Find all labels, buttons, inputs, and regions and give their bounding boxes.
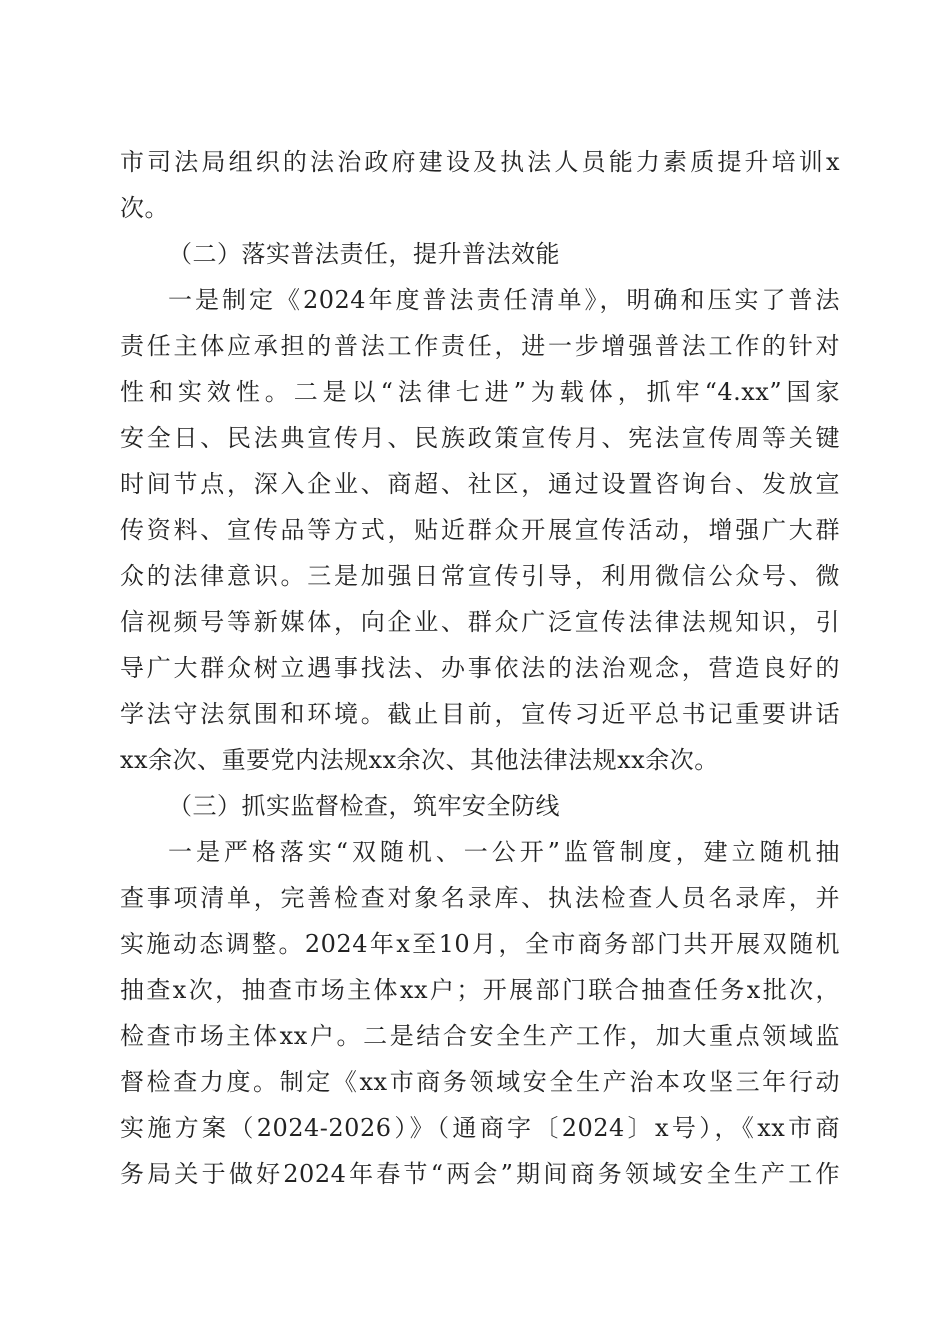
body-text-line: 性和实效性。二是以“法律七进”为载体，抓牢“4.xx”国家 [120,378,840,406]
body-text-line: 检查市场主体xx户。二是结合安全生产工作，加大重点领域监 [120,1022,840,1050]
body-text-line: 次。 [120,194,169,222]
section-heading: （三）抓实监督检查，筑牢安全防线 [168,792,560,820]
body-text-line: 督检查力度。制定《xx市商务领域安全生产治本攻坚三年行动 [120,1068,840,1096]
body-text-line: 实施方案（2024-2026）》（通商字〔2024〕x号），《xx市商 [120,1114,840,1142]
paragraph-first-line: 一是严格落实“双随机、一公开”监管制度，建立随机抽 [168,838,840,866]
section-heading: （二）落实普法责任，提升普法效能 [168,240,560,268]
body-text-line: 学法守法氛围和环境。截止目前，宣传习近平总书记重要讲话 [120,700,840,728]
body-text-line: 务局关于做好2024年春节“两会”期间商务领域安全生产工作 [120,1160,840,1188]
body-text-line: 抽查x次，抽查市场主体xx户；开展部门联合抽查任务x批次， [120,976,840,1004]
body-text-line: 时间节点，深入企业、商超、社区，通过设置咨询台、发放宣 [120,470,840,498]
body-text-line: 市司法局组织的法治政府建设及执法人员能力素质提升培训x [120,148,840,176]
body-text-line: 安全日、民法典宣传月、民族政策宣传月、宪法宣传周等关键 [120,424,840,452]
paragraph-first-line: 一是制定《2024年度普法责任清单》，明确和压实了普法 [168,286,840,314]
body-text-line: xx余次、重要党内法规xx余次、其他法律法规xx余次。 [120,746,719,774]
body-text-line: 导广大群众树立遇事找法、办事依法的法治观念，营造良好的 [120,654,840,682]
body-text-line: 责任主体应承担的普法工作责任，进一步增强普法工作的针对 [120,332,840,360]
body-text-line: 众的法律意识。三是加强日常宣传引导，利用微信公众号、微 [120,562,840,590]
body-text-line: 传资料、宣传品等方式，贴近群众开展宣传活动，增强广大群 [120,516,840,544]
body-text-line: 查事项清单，完善检查对象名录库、执法检查人员名录库，并 [120,884,840,912]
body-text-line: 实施动态调整。2024年x至10月，全市商务部门共开展双随机 [120,930,840,958]
body-text-line: 信视频号等新媒体，向企业、群众广泛宣传法律法规知识，引 [120,608,840,636]
